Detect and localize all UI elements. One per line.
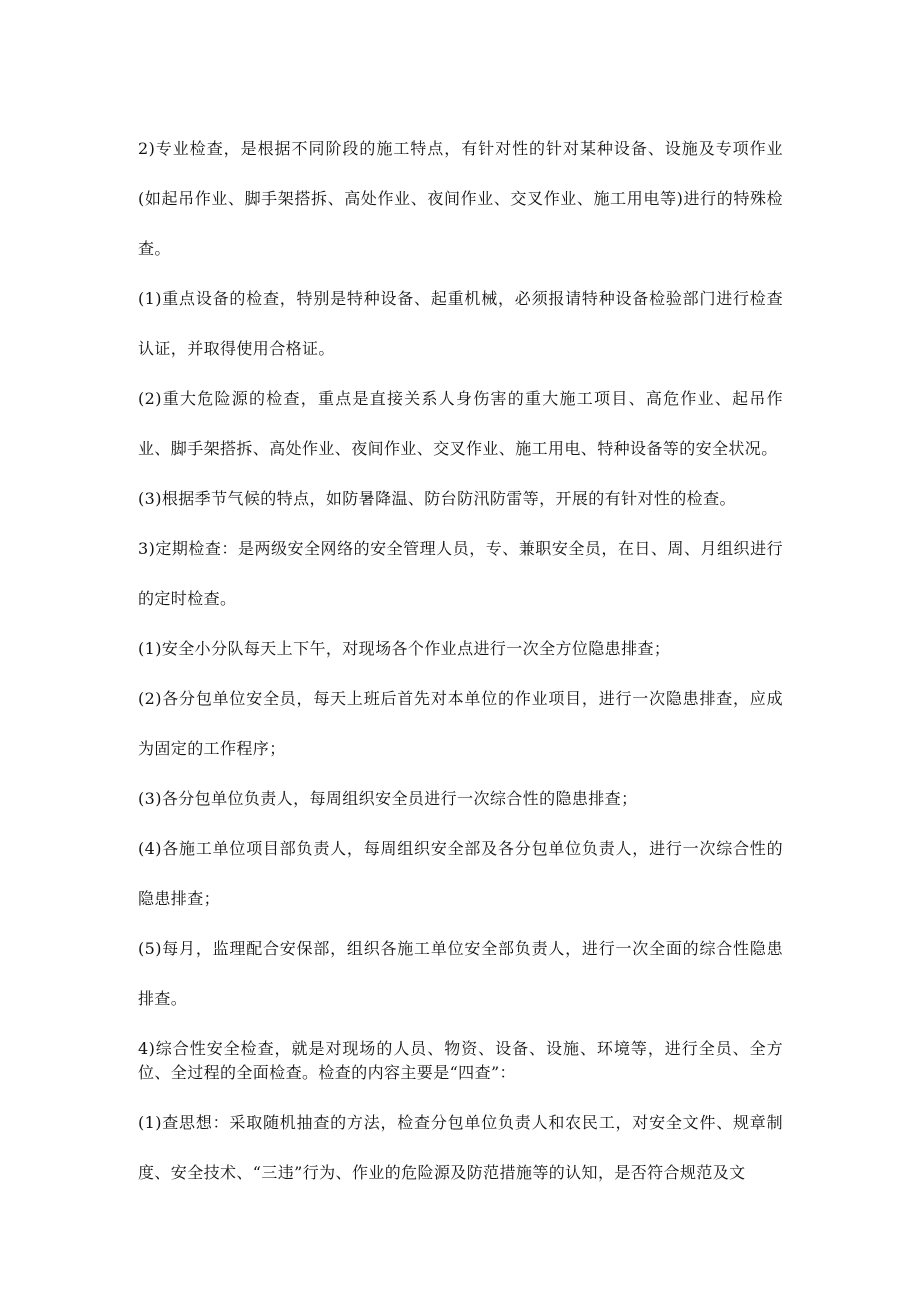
paragraph-subcontractor-safety-officer: (2)各分包单位安全员，每天上班后首先对本单位的作业项目，进行一次隐患排查，应成为固定的工作程序； <box>138 689 783 758</box>
paragraph-project-lead: (4)各施工单位项目部负责人，每周组织安全部及各分包单位负责人，进行一次综合性的隐患排查； <box>138 839 783 908</box>
document-body <box>138 124 783 1198</box>
paragraph-safety-team: (1)安全小分队每天上下午，对现场各个作业点进行一次全方位隐患排查； <box>138 639 671 658</box>
paragraph-seasonal: (3)根据季节气候的特点，如防暑降温、防台防汛防雷等，开展的有针对性的检查。 <box>138 489 736 508</box>
paragraph-periodic-inspection: 3)定期检查：是两级安全网络的安全管理人员，专、兼职安全员，在日、周、月组织进行的定时检查。 <box>138 539 783 608</box>
paragraph-comprehensive-inspection: 4)综合性安全检查，就是对现场的人员、物资、设备、设施、环境等，进行全员、全方位、全过程的全面检查。检查的内容主要是“四查”： <box>138 1039 783 1082</box>
paragraph-check-thinking: (1)查思想：采取随机抽查的方法，检查分包单位负责人和农民工，对安全文件、规章制度、安全技术、“三违”行为、作业的危险源及防范措施等的认知，是否符合规范及文 <box>138 1113 783 1182</box>
paragraph-major-hazards: (2)重大危险源的检查，重点是直接关系人身伤害的重大施工项目、高危作业、起吊作业、脚手架搭拆、高处作业、夜间作业、交叉作业、施工用电、特种设备等的安全状况。 <box>138 389 783 458</box>
paragraph-key-equipment: (1)重点设备的检查，特别是特种设备、起重机械，必须报请特种设备检验部门进行检查认证，并取得使用合格证。 <box>138 289 783 358</box>
paragraph-specialized-inspection: 2)专业检查，是根据不同阶段的施工特点，有针对性的针对某种设备、设施及专项作业(如起吊作业、脚手架搭拆、高处作业、夜间作业、交叉作业、施工用电等)进行的特殊检查。 <box>138 139 783 258</box>
paragraph-subcontractor-lead: (3)各分包单位负责人，每周组织安全员进行一次综合性的隐患排查； <box>138 789 638 808</box>
paragraph-monthly: (5)每月，监理配合安保部，组织各施工单位安全部负责人，进行一次全面的综合性隐患排查。 <box>138 939 783 1008</box>
